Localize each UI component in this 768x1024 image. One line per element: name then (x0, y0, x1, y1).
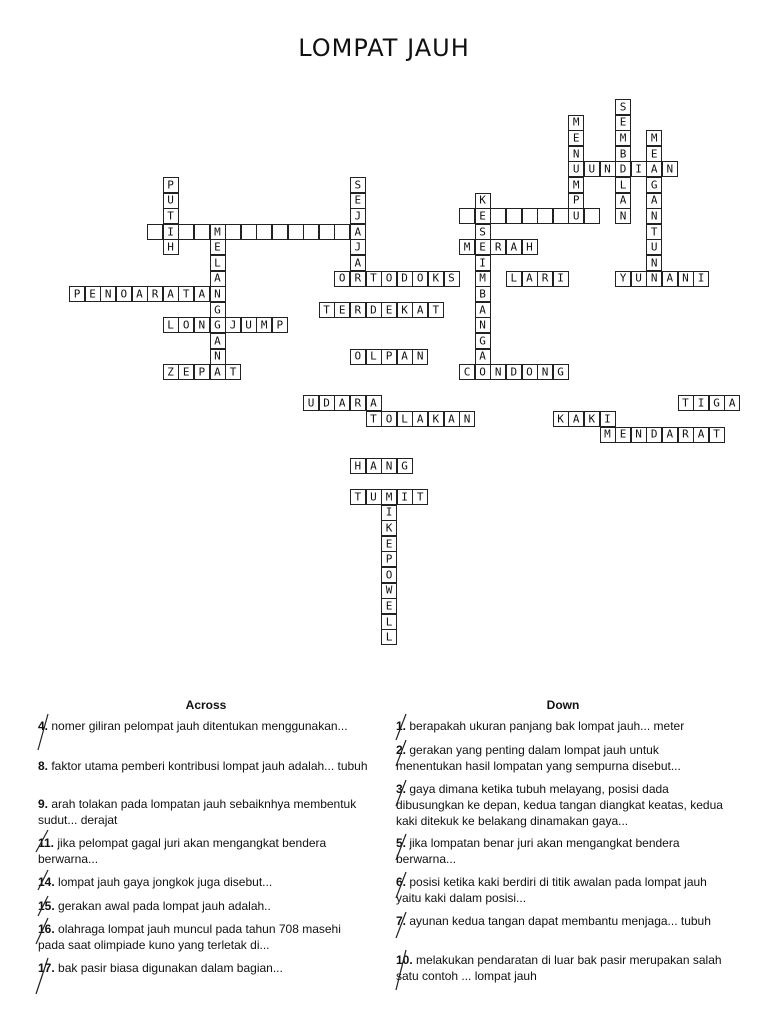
cell-letter: R (541, 271, 549, 285)
cell-letter: M (604, 427, 611, 441)
cell-letter: A (697, 427, 705, 441)
cell-letter: O (338, 271, 346, 285)
cell-letter: A (416, 412, 424, 426)
cell-letter: M (463, 240, 471, 254)
cell-letter: T (682, 396, 689, 410)
cell-letter: E (214, 240, 221, 254)
cell-letter: J (229, 318, 237, 332)
cell-letter: R (354, 396, 362, 410)
cell-letter: L (401, 412, 408, 426)
cell-letter: N (541, 365, 549, 379)
cell-letter: M (572, 178, 580, 192)
cell-letter: N (198, 318, 206, 332)
cell-letter: P (385, 349, 393, 363)
cell-letter: C (463, 365, 471, 379)
tick-mark (38, 714, 48, 750)
cell-letter: L (385, 630, 393, 644)
tick-mark (396, 740, 406, 766)
cell-letter: A (370, 396, 377, 410)
cell-letter: T (354, 490, 362, 504)
down-clue: 5. jika lompatan benar juri akan mengangkat bendera berwarna... (396, 836, 680, 866)
cell-letter: N (650, 256, 658, 270)
cell-letter: N (463, 412, 471, 426)
grid-cell[interactable] (522, 208, 538, 224)
cell-letter: R (494, 240, 502, 254)
cell-letter: T (370, 412, 377, 426)
cell-letter: A (619, 193, 627, 207)
cell-letter: I (385, 505, 393, 519)
grid-cell[interactable] (553, 208, 569, 224)
cell-letter: U (245, 318, 252, 332)
grid-cell[interactable] (194, 224, 210, 240)
cell-letter: N (494, 365, 502, 379)
cell-letter: A (354, 225, 362, 239)
cell-letter: D (619, 162, 627, 176)
cell-letter: N (650, 271, 658, 285)
cell-letter: K (432, 271, 440, 285)
cell-letter: G (557, 365, 564, 379)
cell-letter: W (385, 583, 393, 597)
cell-letter: O (526, 365, 533, 379)
cell-letter: M (214, 225, 221, 239)
grid-cell[interactable] (241, 224, 257, 240)
down-heading: Down (546, 698, 580, 712)
cell-letter: R (682, 427, 689, 441)
tick-mark (38, 896, 48, 916)
cell-letter: B (619, 147, 627, 161)
cell-letter: E (619, 115, 627, 129)
cell-letter: J (354, 240, 362, 254)
grid-cell[interactable] (225, 224, 241, 240)
across-heading: Across (185, 698, 227, 712)
cell-letter: P (167, 178, 174, 192)
cell-letter: K (385, 521, 393, 535)
cell-letter: N (650, 209, 658, 223)
cell-letter: M (619, 131, 627, 145)
cell-letter: T (182, 287, 190, 301)
cell-letter: N (666, 162, 674, 176)
cell-letter: K (432, 412, 440, 426)
cell-letter: O (182, 318, 190, 332)
cell-letter: O (416, 271, 424, 285)
cell-letter: K (588, 412, 596, 426)
across-clue: 4. nomer giliran pelompat jauh ditentukan menggunakan... (38, 719, 348, 733)
cell-letter: N (619, 209, 627, 223)
cell-letter: A (479, 303, 486, 317)
cell-letter: N (214, 349, 221, 363)
cell-letter: H (526, 240, 533, 254)
tick-mark (396, 714, 406, 740)
tick-mark (38, 870, 48, 890)
cell-letter: T (229, 365, 237, 379)
cell-letter: H (167, 240, 174, 254)
cell-letter: T (323, 303, 330, 317)
cell-letter: D (370, 303, 377, 317)
grid-cell[interactable] (178, 224, 194, 240)
grid-cell[interactable] (272, 224, 288, 240)
cell-letter: A (198, 287, 206, 301)
grid-cell[interactable] (537, 208, 553, 224)
grid-cell[interactable] (584, 208, 600, 224)
cell-letter: D (510, 365, 518, 379)
cell-letter: E (89, 287, 96, 301)
cell-letter: E (385, 303, 393, 317)
cell-letter: E (338, 303, 346, 317)
across-clue: 9. arah tolakan pada lompatan jauh sebaiknhya membentuk sudut... derajat (38, 797, 357, 827)
cell-letter: I (557, 271, 564, 285)
cell-letter: S (448, 271, 455, 285)
down-clue: 1. berapakah ukuran panjang bak lompat jauh... meter (396, 719, 685, 733)
cell-letter: G (401, 459, 408, 473)
cell-letter: T (167, 209, 174, 223)
cell-letter: E (572, 131, 580, 145)
cell-letter: L (619, 178, 627, 192)
cell-letter: O (120, 287, 128, 301)
across-clue: 15. gerakan awal pada lompat jauh adalah.. (38, 899, 271, 913)
cell-letter: I (604, 412, 611, 426)
cell-letter: S (619, 100, 627, 114)
cell-letter: N (572, 147, 580, 161)
cell-letter: S (354, 178, 362, 192)
cell-letter: U (307, 396, 315, 410)
cell-letter: U (572, 162, 580, 176)
grid-cell[interactable] (147, 224, 163, 240)
across-clue: 11. jika pelompat gagal juri akan mengangkat bendera berwarna... (38, 836, 327, 866)
cell-letter: A (167, 287, 174, 301)
across-clue: 8. faktor utama pemberi kontribusi lompat jauh adalah... tubuh (38, 759, 368, 773)
cell-letter: E (650, 147, 658, 161)
cell-letter: I (167, 225, 174, 239)
grid-cell[interactable] (506, 208, 522, 224)
down-clue: 6. posisi ketika kaki berdiri di titik awalan pada lompat jauh yaitu kaki dalam posisi... (396, 875, 707, 905)
cell-letter: L (214, 256, 221, 270)
cell-letter: P (73, 287, 81, 301)
cell-letter: A (510, 240, 518, 254)
cell-letter: Y (619, 271, 627, 285)
cell-letter: G (214, 318, 221, 332)
across-clue: 16. olahraga lompat jauh muncul pada tahun 708 masehi pada saat olimpiade kuno yang terletak di... (38, 922, 341, 952)
cell-letter: I (697, 396, 705, 410)
cell-letter: B (479, 287, 486, 301)
tick-mark (36, 918, 48, 944)
cell-letter: E (385, 537, 393, 551)
cell-letter: I (635, 162, 642, 176)
cell-letter: I (479, 256, 486, 270)
cell-letter: P (572, 193, 580, 207)
cell-letter: E (479, 240, 486, 254)
tick-mark (396, 872, 406, 898)
cell-letter: R (151, 287, 159, 301)
cell-letter: T (370, 271, 377, 285)
grid-cell[interactable] (288, 224, 304, 240)
tick-marks (0, 700, 768, 1024)
cell-letter: O (354, 349, 362, 363)
cell-letter: K (479, 193, 486, 207)
cell-letter: U (572, 209, 580, 223)
cell-letter: M (650, 131, 658, 145)
cell-letter: P (198, 365, 206, 379)
cell-letter: R (354, 303, 362, 317)
cell-letter: M (572, 115, 580, 129)
cell-letter: M (385, 490, 393, 504)
down-clue: 2. gerakan yang penting dalam lompat jauh untuk menentukan hasil lompatan yang sempurna disebut... (396, 743, 681, 773)
cell-letter: A (136, 287, 143, 301)
grid-cell[interactable] (490, 208, 506, 224)
cell-letter: N (214, 287, 221, 301)
grid-cell[interactable] (319, 224, 335, 240)
cell-letter: J (354, 209, 362, 223)
cell-letter: G (479, 334, 486, 348)
cell-letter: L (167, 318, 174, 332)
tick-mark (36, 830, 48, 852)
cell-letter: E (385, 599, 393, 613)
cell-letter: G (650, 178, 658, 192)
cell-letter: O (385, 271, 393, 285)
cell-letter: K (401, 303, 408, 317)
cell-letter: N (104, 287, 112, 301)
cell-letter: I (697, 271, 705, 285)
cell-letter: A (666, 271, 674, 285)
cell-letter: O (385, 568, 393, 582)
cell-letter: A (650, 193, 658, 207)
cell-letter: G (214, 303, 221, 317)
grid-cell[interactable] (303, 224, 319, 240)
cell-letter: A (354, 256, 362, 270)
cell-letter: D (650, 427, 658, 441)
cell-letter: A (214, 334, 221, 348)
cell-letter: Z (167, 365, 174, 379)
cell-letter: A (448, 412, 455, 426)
cell-letter: A (214, 365, 221, 379)
cell-letter: A (650, 162, 658, 176)
cell-letter: E (182, 365, 190, 379)
cell-letter: O (385, 412, 393, 426)
cell-letter: L (370, 349, 377, 363)
cell-letter: U (650, 240, 658, 254)
cell-letter: H (354, 459, 362, 473)
cell-letter: A (370, 459, 377, 473)
tick-mark (36, 958, 48, 994)
cell-letter: E (619, 427, 627, 441)
cell-letter: D (323, 396, 330, 410)
cell-letter: E (479, 209, 486, 223)
cell-letter: A (214, 271, 221, 285)
tick-mark (396, 950, 406, 990)
cell-letter: N (635, 427, 642, 441)
tick-mark (396, 912, 406, 938)
cell-letter: A (401, 349, 408, 363)
cell-letter: L (385, 615, 393, 629)
tick-mark (396, 780, 406, 806)
cell-letter: U (167, 193, 174, 207)
tick-mark (396, 834, 406, 860)
grid-cell[interactable] (256, 224, 272, 240)
cell-letter: G (713, 396, 720, 410)
cell-letter: D (401, 271, 408, 285)
grid-cell[interactable] (334, 224, 350, 240)
cell-letter: S (479, 225, 486, 239)
cell-letter: T (432, 303, 440, 317)
cell-letter: T (650, 225, 658, 239)
page-title: LOMPAT JAUH (298, 34, 470, 62)
grid-cell[interactable] (459, 208, 475, 224)
cell-letter: A (416, 303, 424, 317)
cell-letter: E (354, 193, 362, 207)
across-clue: 14. lompat jauh gaya jongkok juga disebut... (38, 875, 273, 889)
cell-letter: L (510, 271, 518, 285)
cell-letter: A (338, 396, 346, 410)
cell-letter: T (416, 490, 424, 504)
cell-letter: A (572, 412, 580, 426)
cell-letter: I (401, 490, 408, 504)
cell-letter: N (682, 271, 689, 285)
cell-letter: K (557, 412, 564, 426)
cell-letter: N (479, 318, 486, 332)
cell-letter: U (635, 271, 642, 285)
cell-letter: M (479, 271, 486, 285)
cell-letter: U (370, 490, 377, 504)
cell-letter: A (479, 349, 486, 363)
down-clue: 7. ayunan kedua tangan dapat membantu menjaga... tubuh (396, 914, 711, 928)
cell-letter: P (385, 552, 393, 566)
cell-letter: U (588, 162, 596, 176)
cell-letter: A (666, 427, 674, 441)
cell-letter: A (526, 271, 533, 285)
cell-letter: P (276, 318, 284, 332)
down-clue: 10. melakukan pendaratan di luar bak pasir merupakan salah satu contoh ... lompat jauh (396, 953, 722, 983)
cell-letter: R (354, 271, 362, 285)
cell-letter: N (385, 459, 393, 473)
cell-letter: O (479, 365, 486, 379)
cell-letter: M (260, 318, 268, 332)
cell-letter: N (416, 349, 424, 363)
cell-letter: A (728, 396, 736, 410)
across-clue: 17. bak pasir biasa digunakan dalam bagian... (38, 961, 283, 975)
cell-letter: N (604, 162, 611, 176)
down-clue: 3. gaya dimana ketika tubuh melayang, posisi dada dibusungkan ke depan, kedua tangan diangkat keatas, kedua kaki ditekuk ke belakang dinamakan gaya... (396, 782, 723, 828)
cell-letter: T (713, 427, 720, 441)
